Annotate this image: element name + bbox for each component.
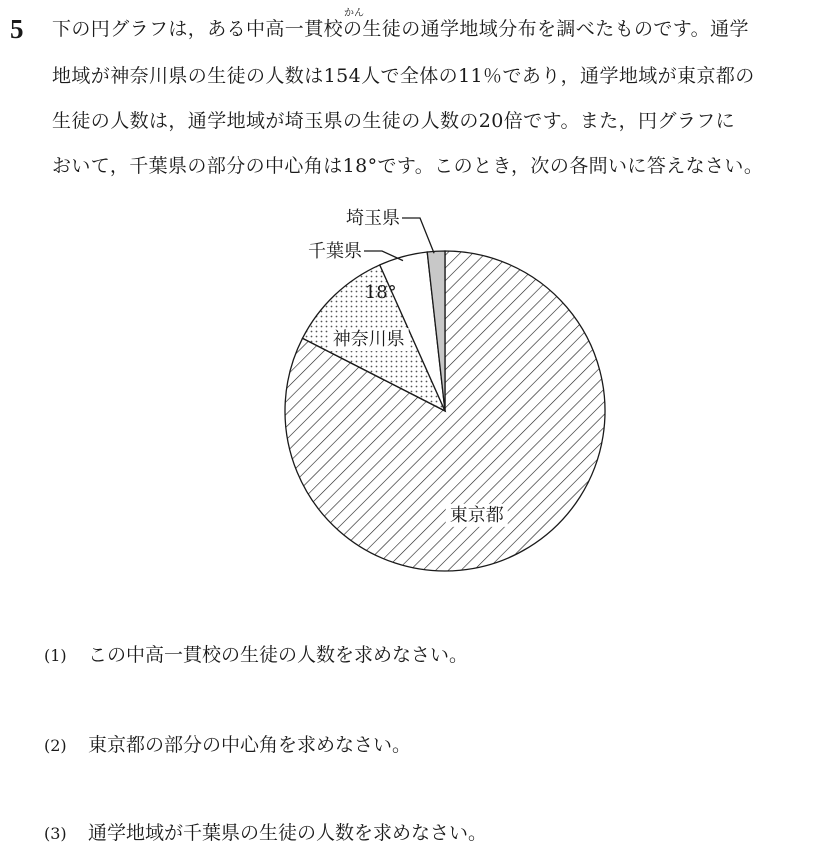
question-number: 5 bbox=[10, 14, 24, 44]
question-1 bbox=[44, 640, 468, 667]
question-3-number: (3) bbox=[44, 824, 67, 843]
problem-text-line-2: 地域が神奈川県の生徒の人数は154人で全体の11％であり，通学地域が東京都の bbox=[52, 65, 755, 87]
problem-text-line-4: おいて，千葉県の部分の中心角は18°です。このとき，次の各問いに答えなさい。 bbox=[52, 155, 764, 177]
question-3-text: 通学地域が千葉県の生徒の人数を求めなさい。 bbox=[88, 822, 488, 844]
pie-label-chiba: 千葉県 bbox=[308, 241, 362, 262]
problem-text-line-1: 下の円グラフは，ある中高一貫校の生徒の通学地域分布を調べたものです。通学 bbox=[52, 18, 749, 40]
pie-leader-saitama bbox=[402, 218, 434, 253]
question-2-number: (2) bbox=[44, 736, 67, 755]
question-1-number: (1) bbox=[44, 646, 67, 665]
question-3 bbox=[44, 818, 487, 845]
question-2 bbox=[44, 730, 411, 757]
question-1-text: この中高一貫校の生徒の人数を求めなさい。 bbox=[88, 644, 469, 666]
pie-label-saitama: 埼玉県 bbox=[346, 208, 400, 229]
pie-label-tokyo: 東京都 bbox=[449, 504, 504, 526]
problem-text-line-3: 生徒の人数は，通学地域が埼玉県の生徒の人数の20倍です。また，円グラフに bbox=[52, 110, 736, 132]
furigana-kan: かん bbox=[344, 8, 364, 19]
question-2-text: 東京都の部分の中心角を求めなさい。 bbox=[88, 734, 412, 756]
pie-label-kanagawa: 神奈川県 bbox=[332, 329, 405, 351]
pie-annotation-18deg: 18° bbox=[364, 281, 397, 303]
